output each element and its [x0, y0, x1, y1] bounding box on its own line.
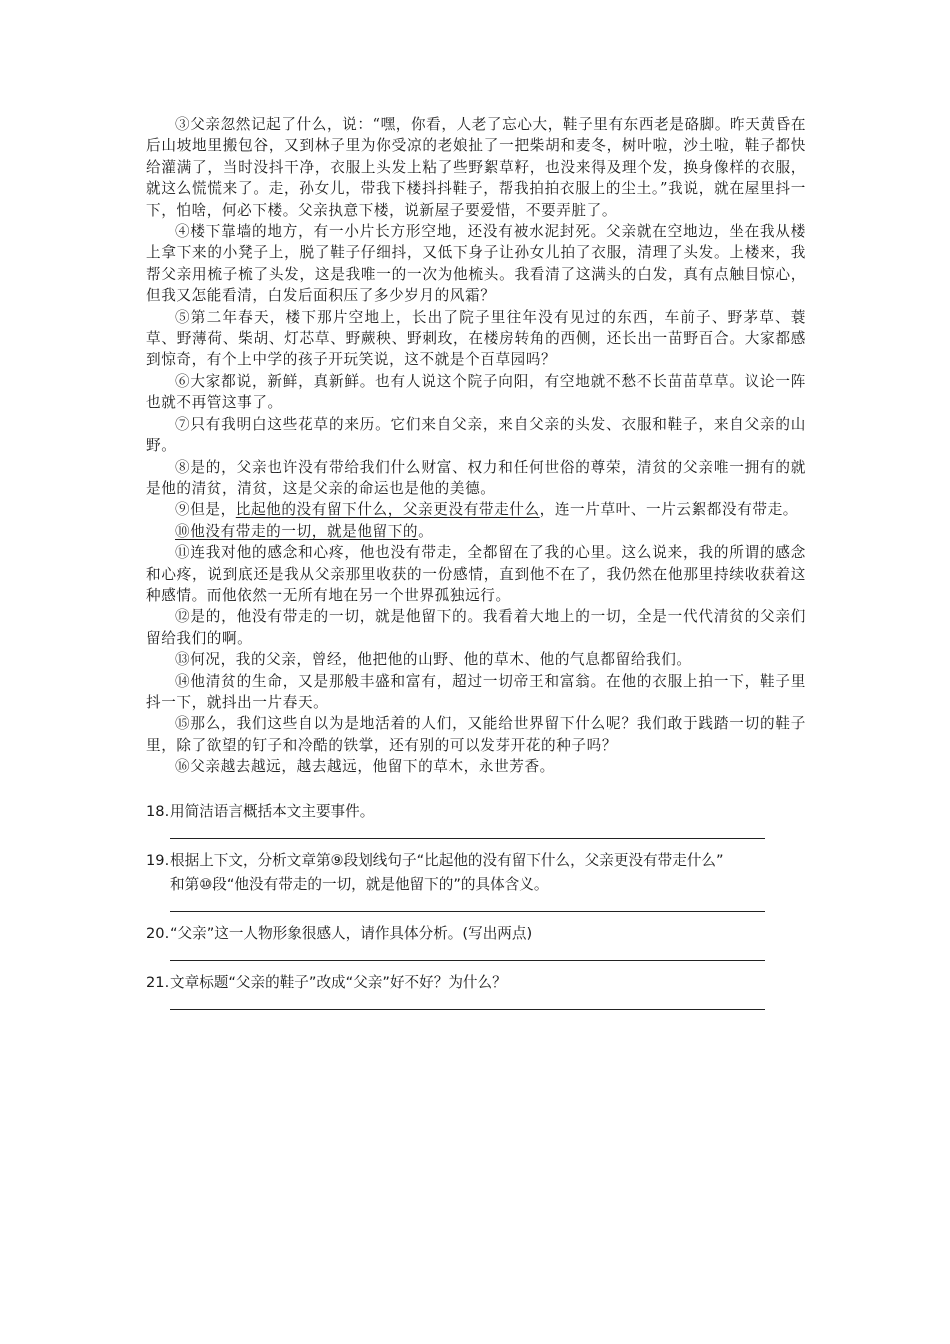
paragraph-10: [146, 521, 806, 542]
question-number: 20.: [146, 925, 170, 942]
paragraph-7: ⑦只有我明白这些花草的来历。它们来自父亲，来自父亲的头发、衣服和鞋子，来自父亲的山野。: [146, 415, 806, 455]
question-19: [146, 849, 806, 912]
question-text: 文章标题“父亲的鞋子”改成“父亲”好不好？为什么？: [170, 974, 507, 991]
paragraph-3: ③父亲忽然记起了什么，说：“嘿，你看，人老了忘心大，鞋子里有东西老是硌脚。昨天黄昏在后山坡地里搬包谷，又到林子里为你受凉的老娘扯了一把柴胡和麦冬，树叶啦，沙土啦，鞋子都快给灌满了，当时没抖干净，衣服上头发上粘了些野絮草籽，也没来得及理个发，换身像样的衣服，就这么慌慌来了。走，孙女儿，带我下楼抖抖鞋子，帮我拍拍衣服上的尘土。”我说，就在屋里抖一下，怕啥，何必下楼。父亲执意下楼，说新屋子要爱惜，不要弄脏了。: [146, 116, 807, 219]
question-21: [146, 971, 806, 1010]
paragraph-15: ⑮那么，我们这些自以为是地活着的人们，又能给世界留下什么呢？我们敢于践踏一切的鞋子里，除了欲望的钉子和冷酷的铁掌，还有别的可以发芽开花的种子吗？: [146, 715, 806, 754]
paragraph-11: ⑪连我对他的感念和心疼，他也没有带走，全都留在了我的心里。这么说来，我的所谓的感念和心疼，说到底还是我从父亲那里收获的一份感情，直到他不在了，我仍然在他那里持续收获着这种感情。而他依然一无所有地在另一个世界孤独远行。: [146, 544, 806, 604]
underlined-sentence-9: 比起他的没有留下什么，父亲更没有带走什么: [235, 501, 540, 519]
answer-line[interactable]: [170, 897, 765, 912]
answer-line[interactable]: [170, 995, 765, 1010]
reading-passage: [146, 114, 806, 778]
question-text: 根据上下文，分析文章第⑨段划线句子“比起他的没有留下什么，父亲更没有带走什么”: [170, 852, 724, 869]
answer-line[interactable]: [170, 946, 765, 961]
question-20: [146, 922, 806, 961]
paragraph-5: ⑤第二年春天，楼下那片空地上，长出了院子里往年没有见过的东西，车前子、野茅草、蓑草、野薄荷、柴胡、灯芯草、野蕨秧、野刺玫，在楼房转角的西侧，还长出一苗野百合。大家都感到惊奇，有个上中学的孩子开玩笑说，这不就是个百草园吗？: [146, 308, 806, 369]
question-number: 18.: [146, 803, 170, 820]
question-number: 21.: [146, 974, 170, 991]
paragraph-4: ④楼下靠墙的地方，有一小片长方形空地，还没有被水泥封死。父亲就在空地边，坐在我从楼上拿下来的小凳子上，脱了鞋子仔细抖，又低下身子让孙女儿拍了衣服，清理了头发。上楼来，我帮父亲用梳子梳了头发，这是我唯一的一次为他梳头。我看清了这满头的白发，真有点触目惊心，但我又怎能看清，白发后面积压了多少岁月的风霜？: [146, 223, 806, 305]
paragraph-13: ⑬何况，我的父亲，曾经，他把他的山野、他的草木、他的气息都留给我们。: [175, 651, 692, 669]
paragraph-14: ⑭他清贫的生命，又是那般丰盛和富有，超过一切帝王和富翁。在他的衣服上拍一下，鞋子里抖一下，就抖出一片春天。: [146, 672, 806, 711]
paragraph-12: ⑫是的，他没有带走的一切，就是他留下的。我看着大地上的一切，全是一代代清贫的父亲们留给我们的啊。: [146, 608, 806, 647]
paragraph-9-lead: ⑨但是，: [175, 501, 236, 519]
question-number: 19.: [146, 852, 170, 869]
paragraph-9-tail: ，连一片草叶、一片云絮都没有带走。: [539, 501, 798, 519]
question-text: “父亲”这一人物形象很感人，请作具体分析。(写出两点): [170, 925, 533, 942]
paragraph-9: [146, 499, 806, 520]
paragraph-10-tail: 。: [418, 522, 434, 540]
paragraph-16: ⑯父亲越去越远，越去越远，他留下的草木，永世芳香。: [175, 758, 555, 776]
question-text: 用简洁语言概括本文主要事件。: [170, 803, 375, 820]
underlined-sentence-10: ⑩他没有带走的一切，就是他留下的: [175, 522, 419, 540]
answer-line[interactable]: [170, 824, 765, 839]
paragraph-6: ⑥大家都说，新鲜，真新鲜。也有人说这个院子向阳，有空地就不愁不长苗苗草草。议论一阵也就不再管这事了。: [146, 372, 806, 412]
question-18: [146, 800, 806, 839]
paragraph-8: ⑧是的，父亲也许没有带给我们什么财富、权力和任何世俗的尊荣，清贫的父亲唯一拥有的就是他的清贫，清贫，这是父亲的命运也是他的美德。: [146, 458, 806, 497]
question-text-continued: 和第⑩段“他没有带走的一切，就是他留下的”的具体含义。: [170, 876, 549, 893]
question-list: [146, 800, 806, 1020]
